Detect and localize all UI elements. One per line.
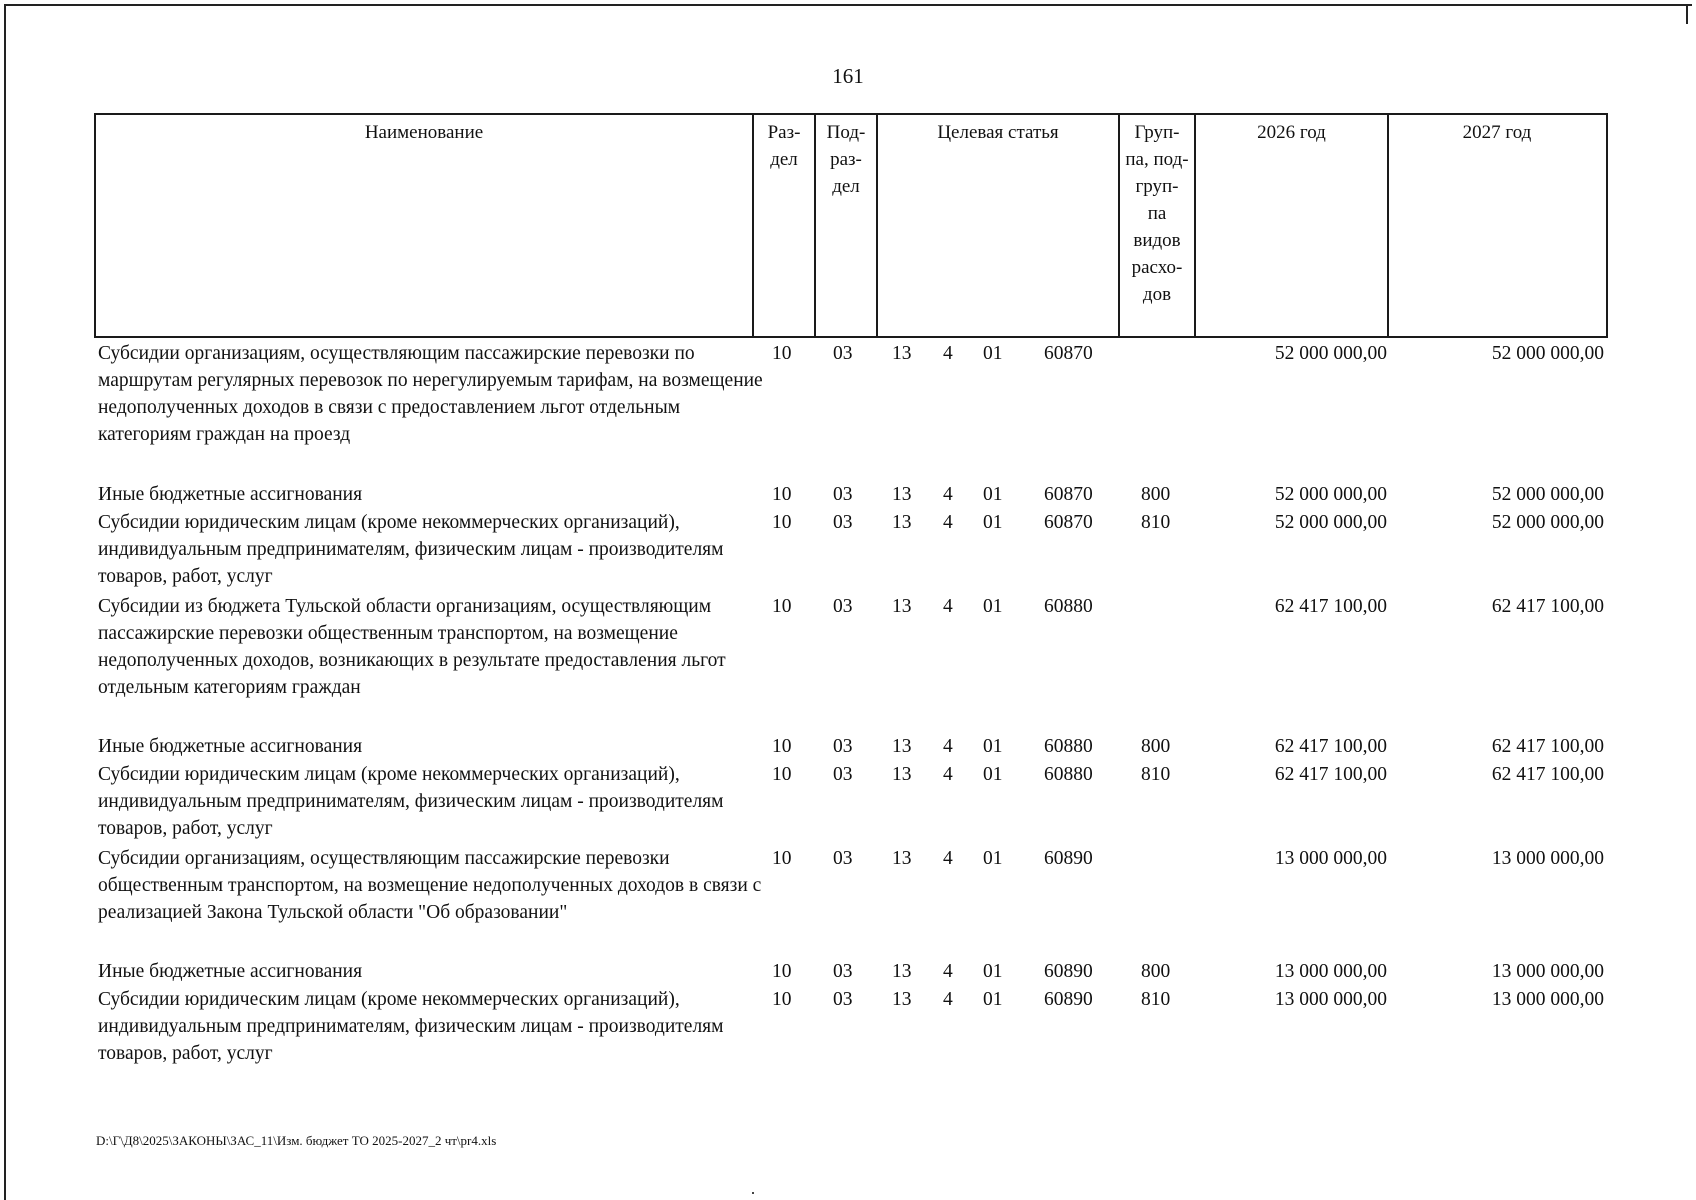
header-gruppa — [1120, 119, 1194, 308]
header-gruppa-line: расхо- — [1131, 257, 1183, 278]
row-gruppa: 810 — [1141, 989, 1171, 1010]
row-podrazdel: 03 — [833, 736, 853, 757]
row-amount-2027: 13 000 000,00 — [1491, 848, 1604, 869]
row-amount-2026: 52 000 000,00 — [1274, 343, 1387, 364]
row-cs-type: 4 — [943, 764, 953, 785]
table-header — [94, 113, 1608, 338]
row-podrazdel: 03 — [833, 989, 853, 1010]
header-gruppa-line: груп- — [1135, 176, 1179, 197]
row-razdel: 10 — [772, 736, 792, 757]
row-cs-type: 4 — [943, 736, 953, 757]
row-cs-subprogram: 01 — [983, 343, 1003, 364]
row-name: Субсидии юридическим лицам (кроме некоммерческих организаций), индивидуальным предпринимателям, физическим лицам - производителям товаров, работ, услуг — [98, 512, 724, 587]
row-name: Субсидии организациям, осуществляющим пассажирские перевозки общественным транспортом, на возмещение недополученных доходов в связи с реализацией Закона Тульской области "Об образовании" — [98, 848, 762, 923]
row-cs-subprogram: 01 — [983, 764, 1003, 785]
row-cs-subprogram: 01 — [983, 512, 1003, 533]
header-razdel — [754, 119, 814, 173]
row-name: Субсидии из бюджета Тульской области организациям, осуществляющим пассажирские перевозки общественным транспортом, на возмещение недополученных доходов, возникающих в результате предоставления льгот отдельным категориям граждан — [98, 596, 726, 698]
row-amount-2027: 52 000 000,00 — [1491, 484, 1604, 505]
row-amount-2026: 13 000 000,00 — [1274, 848, 1387, 869]
row-cs-type: 4 — [943, 512, 953, 533]
row-gruppa: 800 — [1141, 736, 1171, 757]
row-amount-2026: 52 000 000,00 — [1274, 484, 1387, 505]
header-divider — [1387, 115, 1389, 336]
row-cs-direction: 60890 — [1044, 848, 1093, 869]
header-gruppa-line: дов — [1142, 284, 1172, 305]
row-razdel: 10 — [772, 764, 792, 785]
row-gruppa: 810 — [1141, 512, 1171, 533]
row-podrazdel: 03 — [833, 764, 853, 785]
header-divider — [876, 115, 878, 336]
row-amount-2027: 62 417 100,00 — [1491, 764, 1604, 785]
row-podrazdel: 03 — [833, 512, 853, 533]
row-amount-2027: 13 000 000,00 — [1491, 961, 1604, 982]
row-name: Субсидии юридическим лицам (кроме некоммерческих организаций), индивидуальным предпринимателям, физическим лицам - производителям товаров, работ, услуг — [98, 764, 724, 839]
row-cs-program: 13 — [892, 961, 912, 982]
row-cs-direction: 60880 — [1044, 596, 1093, 617]
row-cs-program: 13 — [892, 736, 912, 757]
row-cs-program: 13 — [892, 343, 912, 364]
row-cs-type: 4 — [943, 596, 953, 617]
row-name: Иные бюджетные ассигнования — [98, 736, 363, 757]
header-podrazdel-line: раз- — [830, 149, 862, 170]
row-podrazdel: 03 — [833, 961, 853, 982]
row-razdel: 10 — [772, 989, 792, 1010]
row-gruppa: 800 — [1141, 484, 1171, 505]
footer-file-path: D:\Г\Д8\2025\ЗАКОНЫ\ЗАС_11\Изм. бюджет ТО 2025-2027_2 чт\pr4.xls — [96, 1133, 497, 1148]
scan-dot — [752, 1192, 754, 1194]
row-cs-program: 13 — [892, 512, 912, 533]
row-cs-direction: 60880 — [1044, 736, 1093, 757]
row-razdel: 10 — [772, 961, 792, 982]
row-amount-2026: 13 000 000,00 — [1274, 989, 1387, 1010]
header-divider — [1194, 115, 1196, 336]
row-cs-subprogram: 01 — [983, 848, 1003, 869]
row-cs-direction: 60870 — [1044, 512, 1093, 533]
row-razdel: 10 — [772, 596, 792, 617]
row-cs-direction: 60870 — [1044, 484, 1093, 505]
row-amount-2026: 62 417 100,00 — [1274, 736, 1387, 757]
row-podrazdel: 03 — [833, 848, 853, 869]
header-gruppa-line: видов — [1133, 230, 1181, 251]
row-amount-2027: 13 000 000,00 — [1491, 989, 1604, 1010]
header-podrazdel-line: дел — [832, 176, 860, 197]
header-year-2026: 2026 год — [1257, 122, 1326, 143]
row-podrazdel: 03 — [833, 484, 853, 505]
row-cs-subprogram: 01 — [983, 484, 1003, 505]
row-cs-subprogram: 01 — [983, 961, 1003, 982]
row-amount-2027: 52 000 000,00 — [1491, 512, 1604, 533]
header-razdel-line: дел — [770, 149, 798, 170]
row-cs-type: 4 — [943, 343, 953, 364]
row-cs-direction: 60880 — [1044, 764, 1093, 785]
header-celevaya-statya: Целевая статья — [937, 122, 1059, 143]
header-gruppa-line: па, под- — [1125, 149, 1189, 170]
row-name: Субсидии юридическим лицам (кроме некоммерческих организаций), индивидуальным предпринимателям, физическим лицам - производителям товаров, работ, услуг — [98, 989, 724, 1064]
row-podrazdel: 03 — [833, 596, 853, 617]
row-cs-type: 4 — [943, 961, 953, 982]
header-year-2027: 2027 год — [1462, 122, 1532, 143]
row-podrazdel: 03 — [833, 343, 853, 364]
row-name: Иные бюджетные ассигнования — [98, 484, 363, 505]
row-cs-direction: 60870 — [1044, 343, 1093, 364]
header-name: Наименование — [364, 122, 484, 143]
row-razdel: 10 — [772, 848, 792, 869]
row-cs-subprogram: 01 — [983, 736, 1003, 757]
row-cs-direction: 60890 — [1044, 989, 1093, 1010]
header-podrazdel-line: Под- — [826, 122, 866, 143]
row-razdel: 10 — [772, 512, 792, 533]
row-razdel: 10 — [772, 343, 792, 364]
row-cs-type: 4 — [943, 989, 953, 1010]
header-podrazdel — [816, 119, 876, 200]
row-cs-program: 13 — [892, 596, 912, 617]
row-cs-type: 4 — [943, 484, 953, 505]
row-amount-2026: 62 417 100,00 — [1274, 764, 1387, 785]
row-amount-2026: 13 000 000,00 — [1274, 961, 1387, 982]
row-amount-2027: 52 000 000,00 — [1491, 343, 1604, 364]
header-gruppa-line: Груп- — [1134, 122, 1180, 143]
row-name: Субсидии организациям, осуществляющим пассажирские перевозки по маршрутам регулярных перевозок по нерегулируемым тарифам, на возмещение недополученных доходов в связи с предоставлением льгот отдельным категориям граждан на проезд — [98, 343, 763, 445]
row-amount-2027: 62 417 100,00 — [1491, 596, 1604, 617]
row-cs-subprogram: 01 — [983, 989, 1003, 1010]
page-number: 161 — [832, 64, 864, 88]
row-cs-program: 13 — [892, 989, 912, 1010]
row-name: Иные бюджетные ассигнования — [98, 961, 363, 982]
row-amount-2026: 62 417 100,00 — [1274, 596, 1387, 617]
row-cs-program: 13 — [892, 848, 912, 869]
row-cs-direction: 60890 — [1044, 961, 1093, 982]
row-amount-2026: 52 000 000,00 — [1274, 512, 1387, 533]
row-gruppa: 800 — [1141, 961, 1171, 982]
page-frame-left — [4, 4, 6, 1200]
row-razdel: 10 — [772, 484, 792, 505]
row-gruppa: 810 — [1141, 764, 1171, 785]
page-frame-right — [1686, 4, 1688, 24]
row-cs-type: 4 — [943, 848, 953, 869]
header-razdel-line: Раз- — [767, 122, 801, 143]
page-frame-top — [4, 4, 1692, 6]
header-gruppa-line: па — [1147, 203, 1167, 224]
row-cs-program: 13 — [892, 764, 912, 785]
row-amount-2027: 62 417 100,00 — [1491, 736, 1604, 757]
row-cs-program: 13 — [892, 484, 912, 505]
row-cs-subprogram: 01 — [983, 596, 1003, 617]
